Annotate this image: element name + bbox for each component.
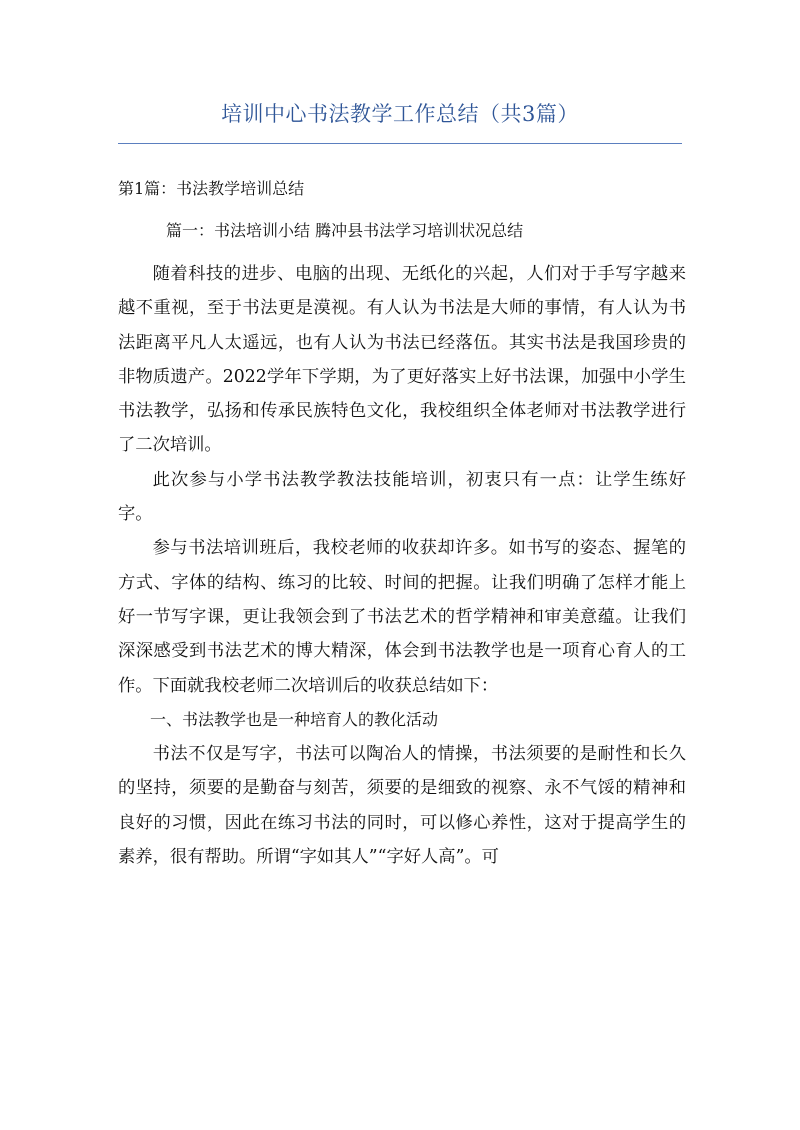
- part-heading: 第1篇：书法教学培训总结: [118, 179, 305, 198]
- paragraph-intro: 随着科技的进步、电脑的出现、无纸化的兴起，人们对于手写字越来越不重视，至于书法更是漠视。有人认为书法是大师的事情，有人认为书法距离平凡人太遥远，也有人认为书法已经落伍。其实书法是我国珍贵的非物质遗产。2022学年下学期，为了更好落实上好书法课，加强中小学生书法教学，弘扬和传承民族特色文化，我校组织全体老师对书法教学进行了二次培训。: [118, 264, 686, 456]
- paragraph-gains: 参与书法培训班后，我校老师的收获却许多。如书写的姿态、握笔的方式、字体的结构、练习的比较、时间的把握。让我们明确了怎样才能上好一节写字课，更让我领会到了书法艺术的哲学精神和审美意蕴。让我们深深感受到书法艺术的博大精深，体会到书法教学也是一项育心育人的工作。下面就我校老师二次培训后的收获总结如下：: [118, 538, 686, 696]
- section-paragraph: 书法不仅是写字，书法可以陶冶人的情操，书法须要的是耐性和长久的坚持，须要的是勤奋与刻苦，须要的是细致的视察、永不气馁的精神和良好的习惯，因此在练习书法的同时，可以修心养性，这对于提高学生的素养，很有帮助。所谓“字如其人”“字好人高”。可: [118, 744, 686, 868]
- sub-heading: 篇一：书法培训小结 腾冲县书法学习培训状况总结: [166, 221, 524, 240]
- document-title: 培训中心书法教学工作总结（共3篇）: [221, 102, 579, 126]
- paragraph-purpose: 此次参与小学书法教学教法技能培训，初衷只有一点：让学生练好字。: [118, 469, 686, 525]
- section-heading: 一、书法教学也是一种培育人的教化活动: [150, 709, 439, 729]
- document-body: [118, 257, 686, 874]
- title-divider: [118, 143, 682, 144]
